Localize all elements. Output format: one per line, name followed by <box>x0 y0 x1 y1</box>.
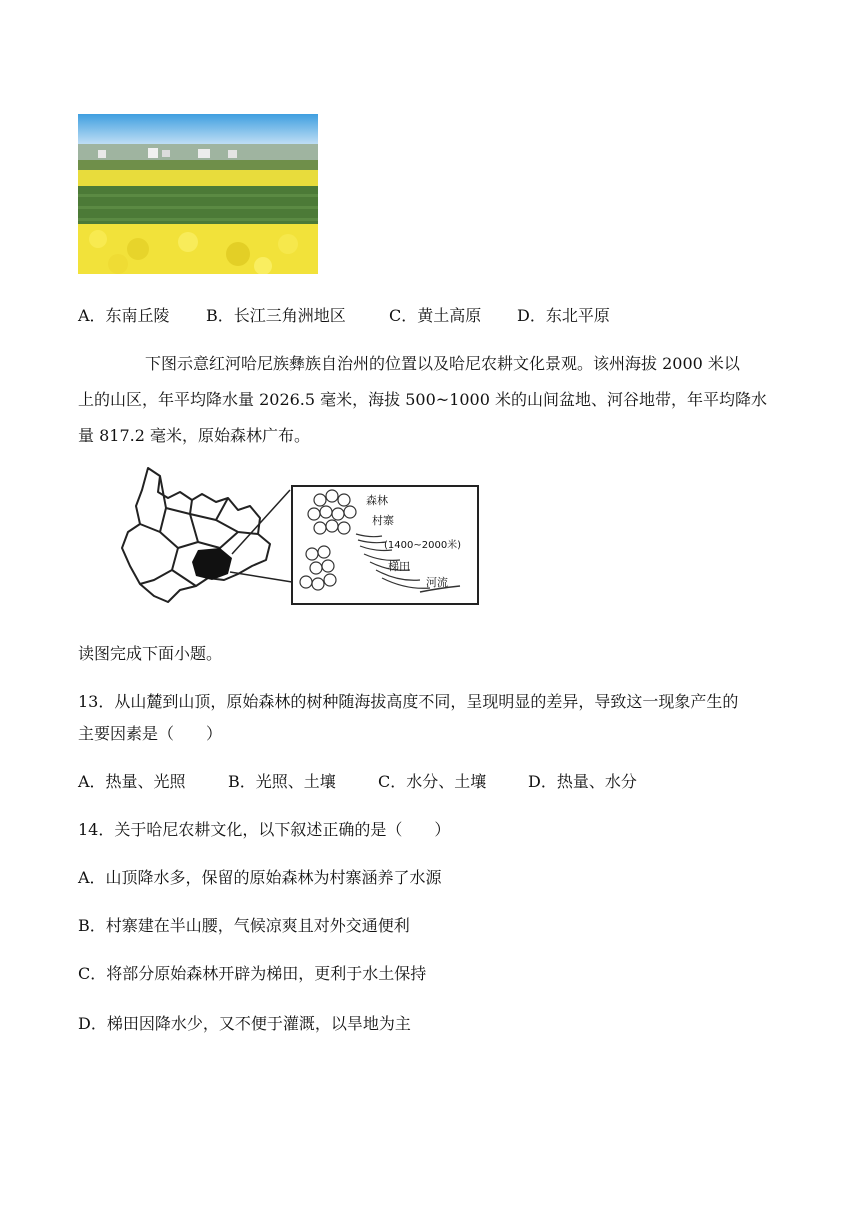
q13-option-c: C．水分、土壤 <box>378 772 487 791</box>
q13-stem-line-2: 主要因素是（ ） <box>78 724 223 743</box>
q14-option-a: A．山顶降水多，保留的原始森林为村寨涵养了水源 <box>78 868 442 887</box>
passage-line-1: 下图示意红河哈尼族彝族自治州的位置以及哈尼农耕文化景观。该州海拔 2000 米以 <box>145 354 740 373</box>
q13-options <box>78 772 637 792</box>
q12-option-a: A．东南丘陵 <box>78 306 170 325</box>
label-river: 河流 <box>426 576 448 589</box>
q14-stem: 14．关于哈尼农耕文化，以下叙述正确的是（ ） <box>78 820 451 839</box>
label-terrace: 梯田 <box>388 560 410 573</box>
passage-line-2: 上的山区，年平均降水量 2026.5 毫米，海拔 500~1000 米的山间盆地、河谷地带，年平均降水 <box>78 390 767 409</box>
read-prompt: 读图完成下面小题。 <box>78 644 223 663</box>
honghe-location-map <box>120 462 490 612</box>
q13-stem-line-1: 13．从山麓到山顶，原始森林的树种随海拔高度不同，呈现明显的差异，导致这一现象产生的 <box>78 692 739 711</box>
label-village: 村寨 <box>372 514 394 527</box>
label-altitude: (1400~2000米) <box>384 540 462 551</box>
passage-line-3: 量 817.2 毫米，原始森林广布。 <box>78 426 310 445</box>
q13-option-d: D．热量、水分 <box>528 772 637 791</box>
honghe-region-highlight <box>192 548 232 580</box>
q12-option-c: C．黄土高原 <box>389 306 482 325</box>
q12-option-d: D．东北平原 <box>517 306 610 325</box>
q13-option-b: B．光照、土壤 <box>228 772 336 791</box>
label-forest: 森林 <box>366 494 388 507</box>
rapeseed-field-photo <box>78 114 318 274</box>
q14-option-c: C．将部分原始森林开辟为梯田，更利于水土保持 <box>78 964 427 983</box>
q14-option-d: D．梯田因降水少，又不便于灌溉，以旱地为主 <box>78 1014 411 1033</box>
q12-option-b: B．长江三角洲地区 <box>206 306 346 325</box>
q12-options <box>78 306 610 326</box>
q13-option-a: A．热量、光照 <box>78 772 186 791</box>
q14-option-b: B．村寨建在半山腰，气候凉爽且对外交通便利 <box>78 916 410 935</box>
